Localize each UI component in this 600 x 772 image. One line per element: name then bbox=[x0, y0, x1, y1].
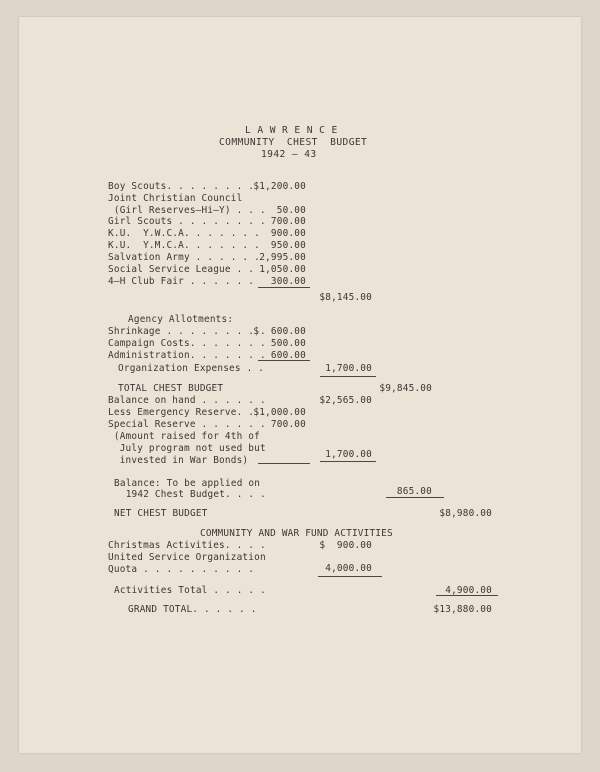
org-expenses-label: Organization Expenses . . bbox=[118, 363, 265, 374]
total-rule bbox=[318, 576, 382, 577]
agency-total: $8,145.00 bbox=[319, 292, 372, 303]
net-chest-label: NET CHEST BUDGET bbox=[114, 508, 208, 519]
grand-total-label: GRAND TOTAL. . . . . . bbox=[128, 604, 257, 615]
agency-label: K.U. Y.W.C.A. . . . . . . bbox=[108, 228, 260, 239]
balance-applied-text: 1942 Chest Budget. . . . bbox=[114, 489, 266, 500]
total-rule bbox=[436, 595, 498, 596]
christmas-label: Christmas Activities. . . . bbox=[108, 540, 266, 551]
balance-rule bbox=[386, 497, 444, 498]
document-title: COMMUNITY CHEST BUDGET bbox=[219, 137, 368, 148]
agency-label: Girl Scouts . . . . . . . . bbox=[108, 216, 266, 227]
agency-amount: 950.00 bbox=[270, 240, 306, 251]
agency-label: Salvation Army . . . . . . bbox=[108, 252, 260, 263]
agency-label: K.U. Y.M.C.A. . . . . . . bbox=[108, 240, 260, 251]
special-reserve-note: invested in War Bonds) bbox=[108, 455, 249, 466]
emergency-reserve-label: Less Emergency Reserve. . . bbox=[108, 407, 266, 418]
allotment-amount: 500.00 bbox=[270, 338, 306, 349]
subtotal-rule bbox=[258, 287, 310, 288]
agency-label: Boy Scouts. . . . . . . . . bbox=[108, 181, 266, 192]
grand-total-amount: $13,880.00 bbox=[433, 604, 492, 615]
balance-applied-amount: 865.00 bbox=[396, 486, 432, 497]
agency-amount: 2,995.00 bbox=[259, 252, 306, 263]
reserves-total: 1,700.00 bbox=[325, 449, 372, 460]
balance-applied-text: Balance: To be applied on bbox=[114, 478, 261, 489]
uso-label: United Service Organization bbox=[108, 552, 266, 563]
agency-amount: 300.00 bbox=[270, 276, 306, 287]
agency-amount: 900.00 bbox=[270, 228, 306, 239]
agency-amount: 700.00 bbox=[270, 216, 306, 227]
emergency-reserve-amount: $1,000.00 bbox=[253, 407, 306, 418]
balance-on-hand-amount: $2,565.00 bbox=[319, 395, 372, 406]
agency-amount: $1,200.00 bbox=[253, 181, 306, 192]
total-chest-label: TOTAL CHEST BUDGET bbox=[118, 383, 224, 394]
balance-on-hand-label: Balance on hand . . . . . . bbox=[108, 395, 266, 406]
agency-amount: 1,050.00 bbox=[259, 264, 306, 275]
total-chest-amount: $9,845.00 bbox=[379, 383, 432, 394]
quota-label: Quota . . . . . . . . . . bbox=[108, 564, 255, 575]
special-reserve-amount: 700.00 bbox=[270, 419, 306, 430]
allotment-label: Shrinkage . . . . . . . . . bbox=[108, 326, 266, 337]
christmas-amount: $ 900.00 bbox=[319, 540, 372, 551]
allotment-label: Campaign Costs. . . . . . . bbox=[108, 338, 266, 349]
total-rule bbox=[320, 461, 376, 462]
agency-label: (Girl Reserves–Hi–Y) . . . bbox=[108, 205, 266, 216]
special-reserve-label: Special Reserve . . . . . . bbox=[108, 419, 266, 430]
total-rule bbox=[320, 376, 376, 377]
allotment-amount: $ 600.00 bbox=[253, 326, 306, 337]
org-expenses-amount: 1,700.00 bbox=[325, 363, 372, 374]
quota-amount: 4,000.00 bbox=[325, 563, 372, 574]
net-chest-amount: $8,980.00 bbox=[439, 508, 492, 519]
special-reserve-note: (Amount raised for 4th of bbox=[108, 431, 260, 442]
org-heading: L A W R E N C E bbox=[245, 125, 338, 136]
allotment-amount: 600.00 bbox=[270, 350, 306, 361]
activities-total-label: Activities Total . . . . . bbox=[114, 585, 266, 596]
allotment-label: Administration. . . . . . . bbox=[108, 350, 266, 361]
activities-total-amount: 4,900.00 bbox=[445, 585, 492, 596]
subtotal-rule bbox=[258, 463, 310, 464]
subtotal-rule bbox=[258, 360, 310, 361]
agency-amount: 50.00 bbox=[276, 205, 306, 216]
war-fund-heading: COMMUNITY AND WAR FUND ACTIVITIES bbox=[200, 528, 393, 539]
special-reserve-note: July program not used but bbox=[108, 443, 266, 454]
budget-year: 1942 – 43 bbox=[261, 149, 317, 160]
allotments-heading: Agency Allotments: bbox=[128, 314, 234, 325]
agency-label: Social Service League . . . bbox=[108, 264, 266, 275]
agency-label: 4–H Club Fair . . . . . . bbox=[108, 276, 255, 287]
agency-label: Joint Christian Council bbox=[108, 193, 243, 204]
